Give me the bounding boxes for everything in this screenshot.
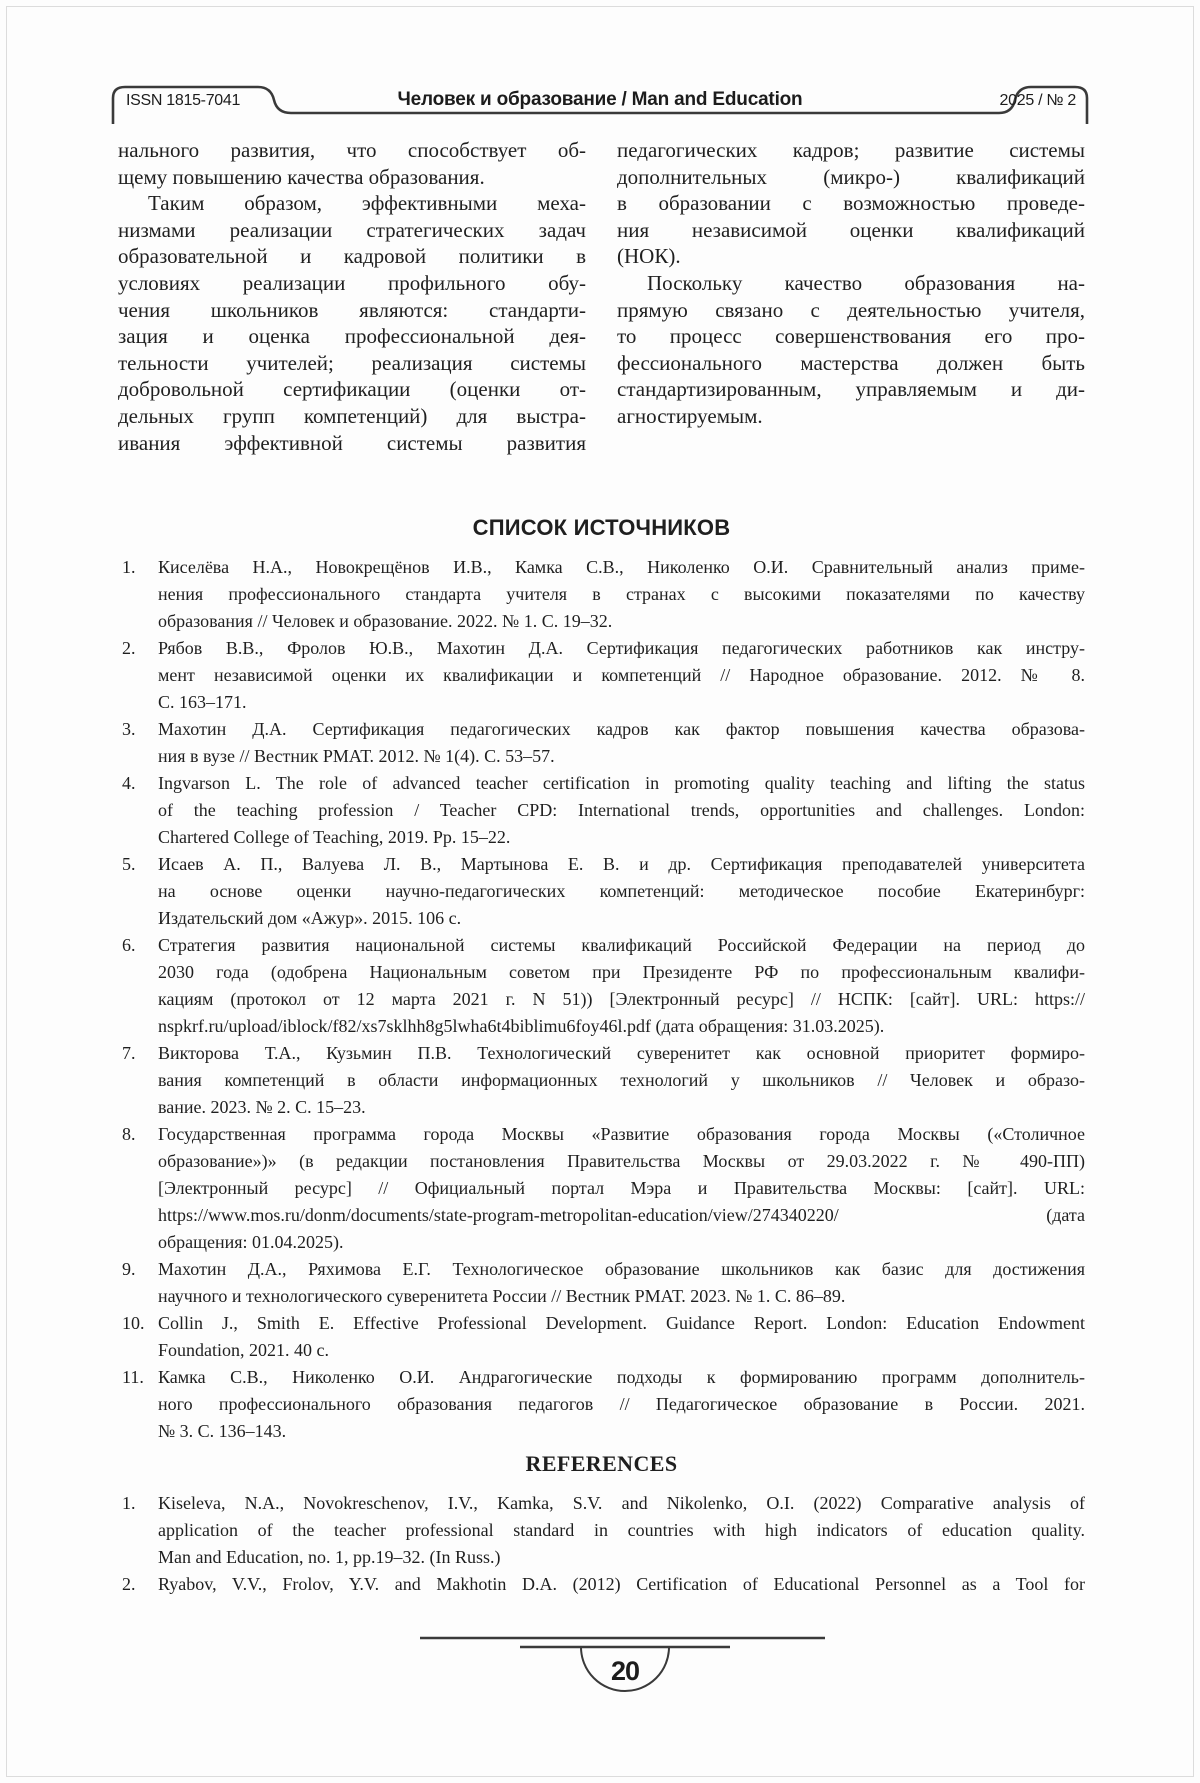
reference-line: 2030 года (одобрена Национальным советом при Президенте РФ по профессиональным квалифи- xyxy=(158,962,1085,982)
footer-rule xyxy=(412,1634,832,1714)
sources-section xyxy=(118,514,1085,1445)
reference-line: ния в вузе // Вестник РМАТ. 2012. № 1(4). С. 53–57. xyxy=(158,746,555,766)
sources-list xyxy=(118,554,1085,1445)
page-footer xyxy=(412,1634,832,1714)
reference-line: of the teaching profession / Teacher CPD: International trends, opportunities and challenges. London: xyxy=(158,800,1085,820)
reference-item xyxy=(118,1364,1085,1445)
reference-line: Викторова Т.А., Кузьмин П.В. Технологический суверенитет как основной приоритет формиро- xyxy=(158,1043,1085,1063)
references-section xyxy=(118,1450,1085,1598)
text-line: фессионального мастерства должен быть xyxy=(617,350,1085,375)
text-line: (НОК). xyxy=(617,244,681,269)
reference-text xyxy=(158,1121,1085,1256)
reference-line: на основе оценки научно-педагогических компетенций: методическое пособие Екатеринбург: xyxy=(158,881,1085,901)
reference-line: Махотин Д.А., Ряхимова Е.Г. Технологическое образование школьников как базис для достижения xyxy=(158,1259,1085,1279)
text-line: нального развития, что способствует об- xyxy=(118,138,586,162)
article-body xyxy=(118,137,1085,456)
text-line: стандартизированным, управляемым и ди- xyxy=(617,377,1085,402)
reference-line: вание. 2023. № 2. С. 15–23. xyxy=(158,1097,366,1117)
reference-line: Махотин Д.А. Сертификация педагогических кадров как фактор повышения качества образова- xyxy=(158,719,1085,739)
reference-text xyxy=(158,554,1085,635)
reference-text xyxy=(158,635,1085,716)
reference-line: ного профессионального образования педагогов // Педагогическое образование в России. 2021. xyxy=(158,1394,1085,1414)
reference-item xyxy=(118,1571,1085,1598)
reference-text xyxy=(158,770,1085,851)
reference-number: 2. xyxy=(122,1574,136,1594)
text-line: тельности учителей; реализация системы xyxy=(118,350,586,375)
reference-line: Ryabov, V.V., Frolov, Y.V. and Makhotin D.A. (2012) Certification of Educational Personnel as a Tool for xyxy=(158,1574,1085,1594)
reference-line: Стратегия развития национальной системы квалификаций Российской Федерации на период до xyxy=(158,935,1085,955)
reference-number: 10. xyxy=(122,1313,145,1333)
text-line: дельных групп компетенций) для выстра- xyxy=(118,403,586,428)
reference-line: Collin J., Smith E. Effective Professional Development. Guidance Report. London: Education Endowment xyxy=(158,1313,1085,1333)
reference-line: научного и технологического суверенитета России // Вестник РМАТ. 2023. № 1. С. 86–89. xyxy=(158,1286,846,1306)
reference-line: Foundation, 2021. 40 с. xyxy=(158,1340,329,1360)
journal-title: Человек и образование / Man and Education xyxy=(397,89,803,110)
reference-text xyxy=(158,1310,1085,1364)
reference-item xyxy=(118,554,1085,635)
text-line: прямую связано с деятельностью учителя, xyxy=(617,297,1085,322)
text-line: в образовании с возможностью проведе- xyxy=(617,191,1085,216)
reference-line: вания компетенций в области информационных технологий у школьников // Человек и образо- xyxy=(158,1070,1085,1090)
text-line: ивания эффективной системы развития xyxy=(118,430,586,455)
text-line: дополнительных (микро-) квалификаций xyxy=(617,164,1085,189)
text-line: условиях реализации профильного обу- xyxy=(118,270,586,295)
reference-line: образования // Человек и образование. 2022. № 1. С. 19–32. xyxy=(158,611,613,631)
reference-line: Chartered College of Teaching, 2019. Pp. 15–22. xyxy=(158,827,511,847)
text-line: агностируемым. xyxy=(617,403,763,428)
reference-line: Киселёва Н.А., Новокрещёнов И.В., Камка С.В., Николенко О.И. Сравнительный анализ приме- xyxy=(158,557,1085,577)
reference-line: С. 163–171. xyxy=(158,692,247,712)
reference-text xyxy=(158,716,1085,770)
reference-line: Издательский дом «Ажур». 2015. 106 с. xyxy=(158,908,462,928)
text-line: щему повышению качества образования. xyxy=(118,164,485,189)
reference-item xyxy=(118,1310,1085,1364)
reference-item xyxy=(118,1121,1085,1256)
reference-text xyxy=(158,1256,1085,1310)
text-line: образовательной и кадровой политики в xyxy=(118,244,586,269)
text-line: добровольной сертификации (оценки от- xyxy=(118,377,586,402)
reference-number: 9. xyxy=(122,1259,136,1279)
reference-line: Kiseleva, N.A., Novokreschenov, I.V., Kamka, S.V. and Nikolenko, O.I. (2022) Comparative analysis of xyxy=(158,1493,1085,1513)
sources-heading: СПИСОК ИСТОЧНИКОВ xyxy=(472,515,731,540)
reference-line: [Электронный ресурс] // Официальный портал Мэра и Правительства Москвы: [сайт]. URL: xyxy=(158,1178,1085,1198)
page-number: 20 xyxy=(610,1656,640,1686)
reference-text xyxy=(158,1571,1085,1598)
reference-item xyxy=(118,932,1085,1040)
text-line: низмами реализации стратегических задач xyxy=(118,217,586,242)
reference-line: Государственная программа города Москвы «Развитие образования города Москвы («Столичное xyxy=(158,1124,1085,1144)
reference-line: кациям (протокол от 12 марта 2021 г. N 51)) [Электронный ресурс] // НСПК: [сайт]. URL: https:// xyxy=(158,989,1085,1009)
reference-line: Ingvarson L. The role of advanced teacher certification in promoting quality teaching and lifting the status xyxy=(158,773,1085,793)
reference-text xyxy=(158,1490,1085,1571)
reference-number: 3. xyxy=(122,719,136,739)
text-line: ния независимой оценки квалификаций xyxy=(617,217,1085,242)
issue-label: 2025 / № 2 xyxy=(999,92,1076,109)
reference-number: 2. xyxy=(122,638,136,658)
reference-number: 6. xyxy=(122,935,136,955)
reference-number: 1. xyxy=(122,1493,136,1513)
reference-line: https://www.mos.ru/donm/documents/state-program-metropolitan-education/view/274340220/ (дата xyxy=(158,1205,1085,1225)
reference-number: 4. xyxy=(122,773,136,793)
reference-item xyxy=(118,716,1085,770)
right-column xyxy=(617,137,1085,456)
reference-number: 8. xyxy=(122,1124,136,1144)
reference-number: 11. xyxy=(122,1367,144,1387)
reference-number: 7. xyxy=(122,1043,136,1063)
text-line: то процесс совершенствования его про- xyxy=(617,324,1085,349)
reference-item xyxy=(118,635,1085,716)
reference-item xyxy=(118,1040,1085,1121)
reference-line: образование»)» (в редакции постановления Правительства Москвы от 29.03.2022 г. № 490-ПП) xyxy=(158,1151,1085,1171)
reference-item xyxy=(118,851,1085,932)
issn-label: ISSN 1815-7041 xyxy=(126,92,241,109)
reference-number: 1. xyxy=(122,557,136,577)
reference-line: Исаев А. П., Валуева Л. В., Мартынова Е. В. и др. Сертификация преподавателей университета xyxy=(158,854,1085,874)
reference-line: Рябов В.В., Фролов Ю.В., Махотин Д.А. Сертификация педагогических работников как инстру- xyxy=(158,638,1085,658)
reference-line: application of the teacher professional standard in countries with high indicators of education quality. xyxy=(158,1520,1085,1540)
reference-item xyxy=(118,1490,1085,1571)
text-line: чения школьников являются: стандарти- xyxy=(118,297,586,322)
reference-item xyxy=(118,1256,1085,1310)
left-column xyxy=(118,137,586,456)
text-line: Поскольку качество образования на- xyxy=(647,270,1085,295)
reference-line: нения профессионального стандарта учителя в странах с высокими показателями по качеству xyxy=(158,584,1085,604)
page-header xyxy=(110,80,1090,126)
reference-line: Камка С.В., Николенко О.И. Андрагогические подходы к формированию программ дополнитель- xyxy=(158,1367,1085,1387)
reference-line: мент независимой оценки их квалификации и компетенций // Народное образование. 2012. № 8. xyxy=(158,665,1085,685)
reference-text xyxy=(158,932,1085,1040)
text-line: педагогических кадров; развитие системы xyxy=(617,138,1085,162)
reference-text xyxy=(158,851,1085,932)
reference-item xyxy=(118,770,1085,851)
reference-line: обращения: 01.04.2025). xyxy=(158,1232,344,1252)
reference-line: № 3. С. 136–143. xyxy=(158,1421,287,1441)
reference-number: 5. xyxy=(122,854,136,874)
text-line: зация и оценка профессиональной дея- xyxy=(118,324,586,349)
reference-line: nspkrf.ru/upload/iblock/f82/xs7sklhh8g5lwha6t4biblimu6foy46l.pdf (дата обращения: 31.03.2025). xyxy=(158,1016,885,1036)
reference-text xyxy=(158,1040,1085,1121)
references-list xyxy=(118,1490,1085,1598)
references-heading: REFERENCES xyxy=(525,1451,678,1476)
reference-text xyxy=(158,1364,1085,1445)
reference-line: Man and Education, no. 1, pp.19–32. (In Russ.) xyxy=(158,1547,501,1567)
text-line: Таким образом, эффективными меха- xyxy=(148,191,586,216)
